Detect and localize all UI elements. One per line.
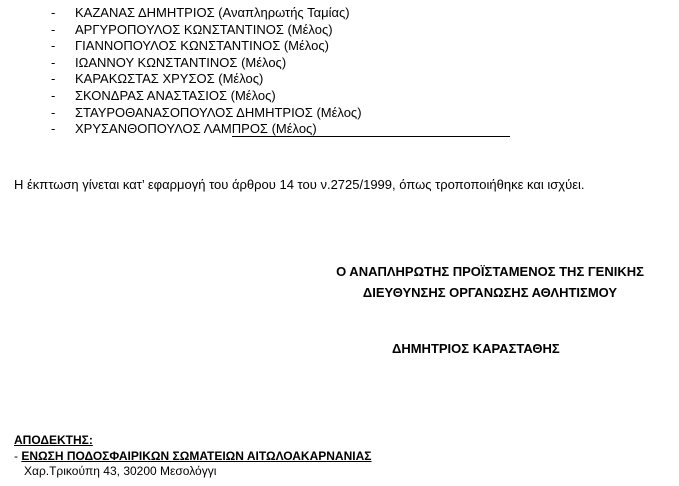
member-item xyxy=(51,22,362,39)
member-text: ΓΙΑΝΝΟΠΟΥΛΟΣ ΚΩΝΣΤΑΝΤΙΝΟΣ (Μέλος) xyxy=(75,38,329,54)
member-item xyxy=(51,38,362,55)
recipients-heading: ΑΠΟΔΕΚΤΗΣ: xyxy=(14,433,93,447)
member-item xyxy=(51,71,362,88)
signer-title-line: Ο ΑΝΑΠΛΗΡΩΤΗΣ ΠΡΟΪΣΤΑΜΕΝΟΣ ΤΗΣ ΓΕΝΙΚΗΣ xyxy=(336,264,644,279)
member-list xyxy=(51,5,362,138)
member-text: ΣΤΑΥΡΟΘΑΝΑΣΟΠΟΥΛΟΣ ΔΗΜΗΤΡΙΟΣ (Μέλος) xyxy=(75,104,362,120)
list-dash: - xyxy=(51,71,56,87)
recipient-line xyxy=(14,449,371,463)
member-item xyxy=(51,55,362,72)
member-item xyxy=(51,105,362,122)
signer-title xyxy=(270,261,679,303)
member-text: ΙΩΑΝΝΟΥ ΚΩΝΣΤΑΝΤΙΝΟΣ (Μέλος) xyxy=(75,54,287,70)
list-dash: - xyxy=(51,121,56,137)
member-item xyxy=(51,5,362,22)
underline-rule xyxy=(232,136,510,137)
list-dash: - xyxy=(51,54,56,70)
list-dash: - xyxy=(51,104,56,120)
member-text: ΚΑΖΑΝΑΣ ΔΗΜΗΤΡΙΟΣ (Αναπληρωτής Ταμίας) xyxy=(75,5,350,20)
legal-basis-paragraph: Η έκπτωση γίνεται κατ’ εφαρμογή του άρθρου 14 του ν.2725/1999, όπως τροποποιήθηκε και ισχύει. xyxy=(14,177,585,192)
member-text: ΧΡΥΣΑΝΘΟΠΟΥΛΟΣ ΛΑΜΠΡΟΣ (Μέλος) xyxy=(75,121,317,137)
member-text: ΣΚΟΝΔΡΑΣ ΑΝΑΣΤΑΣΙΟΣ (Μέλος) xyxy=(75,87,276,103)
signer-name: ΔΗΜΗΤΡΙΟΣ ΚΑΡΑΣΤΑΘΗΣ xyxy=(392,341,560,356)
list-dash: - xyxy=(51,87,56,103)
member-item xyxy=(51,88,362,105)
list-dash: - xyxy=(51,38,56,54)
signer-title-line: ΔΙΕΥΘΥΝΣΗΣ ΟΡΓΑΝΩΣΗΣ ΑΘΛΗΤΙΣΜΟΥ xyxy=(362,285,618,300)
member-text: ΚΑΡΑΚΩΣΤΑΣ ΧΡΥΣΟΣ (Μέλος) xyxy=(75,71,264,87)
recipient-address: Χαρ.Τρικούπη 43, 30200 Μεσολόγγι xyxy=(24,464,217,478)
member-text: ΑΡΓΥΡΟΠΟΥΛΟΣ ΚΩΝΣΤΑΝΤΙΝΟΣ (Μέλος) xyxy=(75,21,333,37)
recipient-dash: - xyxy=(14,449,18,463)
list-dash: - xyxy=(51,5,56,20)
list-dash: - xyxy=(51,21,56,37)
recipient-name: ΕΝΩΣΗ ΠΟΔΟΣΦΑΙΡΙΚΩΝ ΣΩΜΑΤΕΙΩΝ ΑΙΤΩΛΟΑΚΑΡΝΑΝΙΑΣ xyxy=(21,449,372,463)
